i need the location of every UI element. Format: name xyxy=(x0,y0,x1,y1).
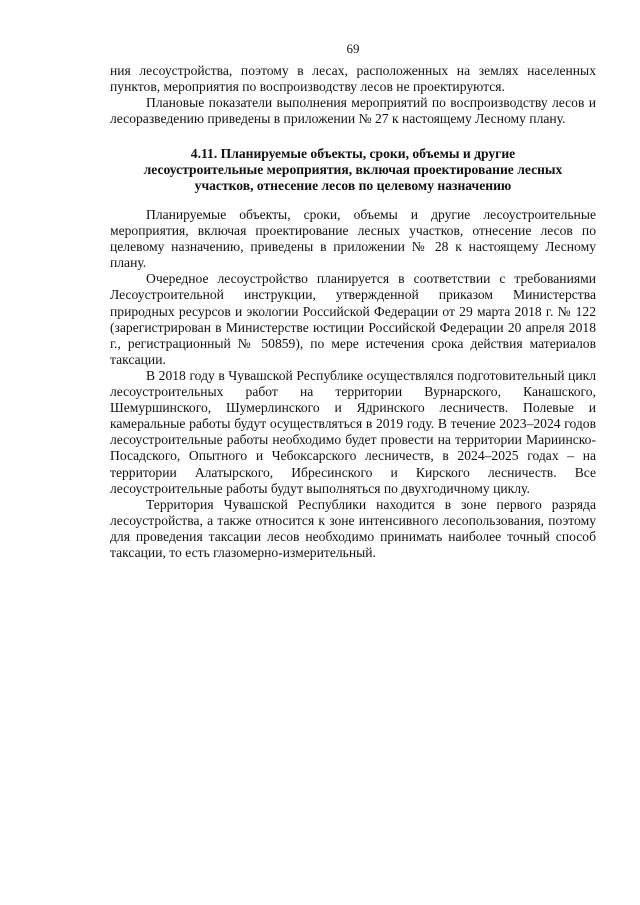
section-heading-line: участков, отнесение лесов по целевому назначению xyxy=(194,178,512,194)
paragraph: Плановые показатели выполнения мероприятий по воспроизводству лесов и лесоразведению приведены в приложении № 27 к настоящему Лесному плану. xyxy=(110,95,596,127)
paragraph: Очередное лесоустройство планируется в соответствии с требованиями Лесоустроительной инструкции, утвержденной приказом Министерства природных ресурсов и экологии Российской Федерации от 29 марта 2018 г. № 122 (зарегистрирован в Министерстве юстиции Российской Федерации 20 апреля 2018 г., регистрационный № 50859), по мере истечения срока действия материалов таксации. xyxy=(110,271,596,367)
paragraph: В 2018 году в Чувашской Республике осуществлялся подготовительный цикл лесоустроительных работ на территории Вурнарского, Канашского, Шемуршинского, Шумерлинского и Ядринского лесничеств. Полевые и камеральные работы будут осуществляться в 2019 году. В течение 2023–2024 годов лесоустроительные работы необходимо будет провести на территории Мариинско-Посадского, Опытного и Чебоксарского лесничеств, в 2024–2025 годах – на территории Алатырского, Ибресинского и Кирского лесничеств. Все лесоустроительные работы будут выполняться по двухгодичному циклу. xyxy=(110,367,596,496)
section-heading xyxy=(110,146,596,195)
paragraph: Планируемые объекты, сроки, объемы и другие лесоустроительные мероприятия, включая проектирование лесных участков, отнесение лесов по целевому назначению, приведены в приложении № 28 к настоящему Лесному плану. xyxy=(110,207,596,271)
paragraph: Территория Чувашской Республики находится в зоне первого разряда лесоустройства, а также относится к зоне интенсивного лесопользования, поэтому для проведения таксации лесов необходимо принимать наиболее точный способ таксации, то есть глазомерно-измерительный. xyxy=(110,496,596,560)
section-heading-line: лесоустроительные мероприятия, включая проектирование лесных xyxy=(143,162,563,178)
page-number: 69 xyxy=(346,41,360,56)
intro-text xyxy=(110,63,596,127)
section-heading-line: 4.11. Планируемые объекты, сроки, объемы и другие xyxy=(190,146,516,161)
paragraph: ния лесоустройства, поэтому в лесах, расположенных на землях населенных пунктов, мероприятия по воспроизводству лесов не проектируются. xyxy=(110,63,596,95)
section-body xyxy=(110,207,596,561)
